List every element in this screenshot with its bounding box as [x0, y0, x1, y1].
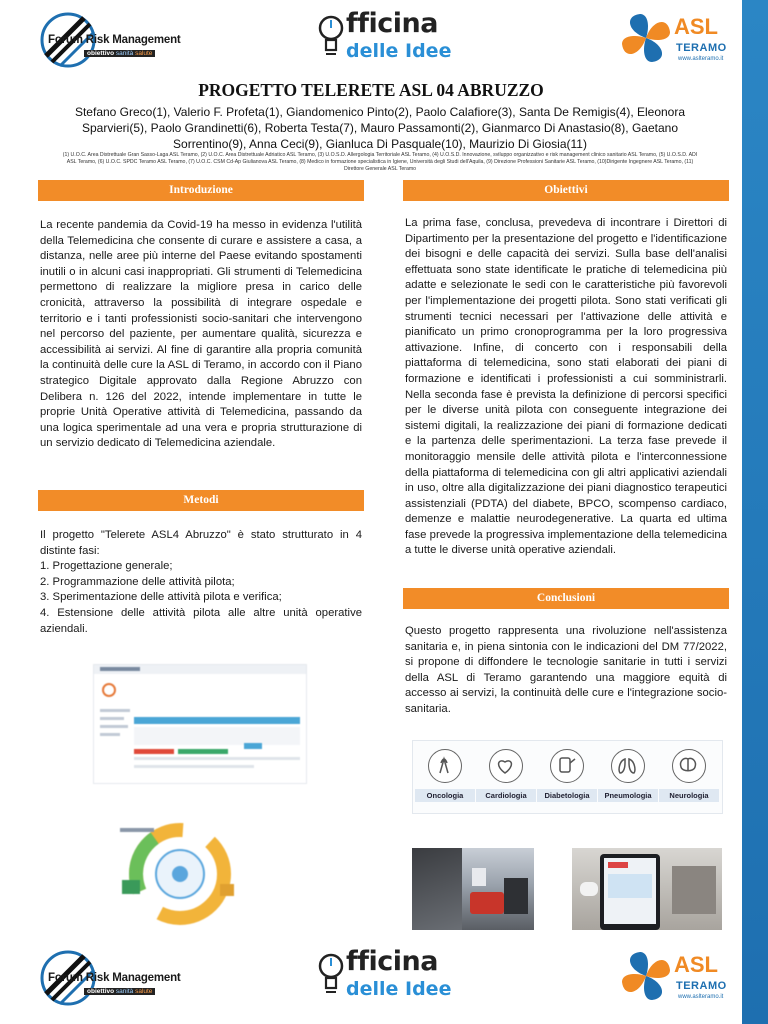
- frm-name: Forum Risk Management: [48, 972, 181, 984]
- lightbulb-icon: [318, 12, 344, 62]
- lungs-icon: [611, 749, 645, 783]
- specialty-pneumologia: [598, 749, 658, 802]
- poster-title: PROGETTO TELERETE ASL 04 ABRUZZO: [198, 80, 544, 100]
- metodi-text: Il progetto "Telerete ASL4 Abruzzo" è stato strutturato in 4 distinte fasi: 1. Progettazione generale; 2. Programmazione delle attività pilota; 3. Sperimentazione delle attività pilota e verifica; 4. Estensione delle attività pilota alle altre unità operative aziendali.: [40, 528, 362, 637]
- brain-icon: [672, 749, 706, 783]
- lightbulb-icon: [318, 950, 344, 1000]
- specialty-diabetologia: [537, 749, 597, 802]
- author-list: Stefano Greco(1), Valerio F. Profeta(1), Giandomenico Pinto(2), Paolo Calafiore(3), Santa De Remigis(4), Eleonora Sparvieri(5), Paolo Grandinetti(6), Roberta Testa(7), Mauro Passamonti(2), Gianmarco Di Anastasio(8), Gaetano Sorrentino(9), Anna Ceci(9), Gianluca Di Pasquale(10), Maurizio Di Giosia(11): [74, 105, 686, 151]
- introduzione-text: La recente pandemia da Covid-19 ha messo in evidenza l'utilità della Telemedicina che consente di curare e assistere a casa, a distanza, nelle aree più interne del Paese evitando spostamenti inutili o in alcuni casi inappropriati. Gli strumenti di Telemedicina permettono di realizzare la migliore presa in carico delle cronicità, attraverso la possibilità di integrare ospedale e territorio e i tanti professionisti socio-sanitari che intervengono nel percorso del paziente, per aumentare qualità, sicurezza e accessibilità ai servizi. Al fine di garantire alla propria comunità la continuità delle cure la ASL di Teramo, in accordo con il Piano strategico Digitale approvato dalla Regione Abruzzo con Delibera n. 126 del 2022, intende implementare in tutte le proprie Unità Operative attività di Telemedicina, passando da una logica sperimentale ad una vera e propria strutturazione di un servizio dedicato di Telemedicina aziendale.: [40, 219, 362, 450]
- heart-icon: [489, 749, 523, 783]
- glucometer-icon: [550, 749, 584, 783]
- metodi-heading: Metodi: [38, 490, 364, 511]
- affiliations: (1) U.O.C. Area Distrettuale Gran Sasso-Laga ASL Teramo, (2) U.O.C. Area Distrettuale Adriatico ASL Teramo, (3) U.O.S.D. Allergologia Territoriale ASL Teramo, (4) U.O.S.D. Innovazione, sviluppo organizzativo e risk management clinico sanitario ASL Teramo, (5) U.O.S.D. ADI ASL Teramo, (6) U.O.C. SPDC Teramo ASL Teramo, (7) U.O.C. CSM Cd-Ap Giulianova ASL Teramo, (8) Medico in formazione specialistica in Igiene, Università degli Studi dell'Aquila, (9) Direzione Professioni Sanitarie ASL Teramo, (10)Dirigente Ingegnere ASL Teramo, (11) Direttore Generale ASL Teramo: [62, 152, 698, 172]
- asl-word: ASL: [674, 14, 718, 39]
- asl-url: www.aslteramo.it: [678, 994, 724, 1000]
- introduzione-heading: Introduzione: [38, 180, 364, 201]
- forum-risk-management-logo: [38, 10, 188, 72]
- platform-screenshot: [93, 664, 307, 784]
- telemedicine-cycle-diagram: [116, 818, 240, 926]
- officina-word: fficina: [346, 8, 438, 39]
- list-item: 2. Programmazione delle attività pilota;: [40, 575, 235, 588]
- specialty-label: Neurologia: [659, 789, 719, 802]
- specialty-cardiologia: [476, 749, 536, 802]
- frm-tagline: obiettivo sanità salute: [84, 50, 155, 57]
- teramo-word: TERAMO: [676, 42, 727, 54]
- officina-word: fficina: [346, 946, 438, 977]
- delle-idee-word: delle Idee: [346, 978, 452, 1000]
- conclusioni-text: Questo progetto rappresenta una rivoluzione nell'assistenza sanitaria e, in piena sintonia con le indicazioni del DM 77/2022, si propone di diffondere le tecnologie sanitarie in tutti i servizi della ASL di Teramo garantendo una maggiore equità di accesso ai servizi, la continuità delle cure e l'integrazione socio-sanitaria.: [405, 625, 727, 715]
- officina-delle-idee-logo: [318, 8, 458, 72]
- photo-car-telemedicine-kit: [412, 848, 534, 930]
- asl-teramo-logo: [618, 948, 738, 1010]
- asl-pinwheel-icon: [618, 948, 674, 1004]
- specialty-label: Cardiologia: [476, 789, 536, 802]
- photo-tablet-device: [572, 848, 722, 930]
- specialty-neurologia: [659, 749, 719, 802]
- metodi-phase-list: [40, 559, 362, 637]
- obiettivi-heading: Obiettivi: [403, 180, 729, 201]
- bottom-logo-row: [0, 944, 742, 1014]
- ribbon-icon: [428, 749, 462, 783]
- forum-risk-management-logo: [38, 948, 188, 1010]
- teramo-word: TERAMO: [676, 980, 727, 992]
- specialty-icons-panel: [412, 740, 723, 814]
- specialty-label: Oncologia: [415, 789, 475, 802]
- asl-word: ASL: [674, 952, 718, 977]
- specialty-oncologia: [415, 749, 475, 802]
- asl-teramo-logo: [618, 10, 738, 72]
- top-logo-row: [0, 6, 742, 76]
- specialty-label: Diabetologia: [537, 789, 597, 802]
- list-item: 4. Estensione delle attività pilota alle altre unità operative aziendali.: [40, 606, 362, 635]
- right-edge-bar: [742, 0, 768, 1024]
- obiettivi-text: La prima fase, conclusa, prevedeva di incontrare i Direttori di Dipartimento per la presentazione del progetto e l'identificazione dei bisogni e delle capacità dei servizi. Sulla base dell'analisi effettuata sono state identificate le pratiche di telemedicina più adatte e selezionate le sedi con le caratteristiche più favorevoli per l'implementazione dei progetti pilota. Sono stati verificati gli strumenti tecnici necessari per l'attivazione delle attività e pianificato un primo cronoprogramma per la loro progressiva attivazione. Infine, di concerto con i responsabili della piattaforma di telemedicina, sono stati elaborati dei piani di formazione e identificati i professionisti a cui somministrarli. Nella seconda fase è prevista la definizione di percorsi specifici per le diverse unità pilota con conseguente integrazione dei sistemi digitali, la realizzazione dei piani di formazione dedicati e la partenza delle sperimentazioni. La terza fase prevede il monitoraggio mensile delle attività pilota e l'interconnessione della piattaforma di telemedicina con gli altri applicativi aziendali in uso, oltre alla digitalizzazione dei piani diagnostico terapeutici assistenziali (PDTA) del diabete, BPCO, scompenso cardiaco, demenze e malattie neurodegenerative. La quarta ed ultima fase prevede la progressiva implementazione della telemedicina a tutte le diverse unità operative aziendali.: [405, 217, 727, 557]
- list-item: 1. Progettazione generale;: [40, 560, 173, 573]
- asl-pinwheel-icon: [618, 10, 674, 66]
- officina-delle-idee-logo: [318, 946, 458, 1010]
- delle-idee-word: delle Idee: [346, 40, 452, 62]
- frm-tagline: obiettivo sanità salute: [84, 988, 155, 995]
- frm-name: Forum Risk Management: [48, 34, 181, 46]
- specialty-label: Pneumologia: [598, 789, 658, 802]
- list-item: 3. Sperimentazione delle attività pilota e verifica;: [40, 591, 282, 604]
- asl-url: www.aslteramo.it: [678, 56, 724, 62]
- conclusioni-heading: Conclusioni: [403, 588, 729, 609]
